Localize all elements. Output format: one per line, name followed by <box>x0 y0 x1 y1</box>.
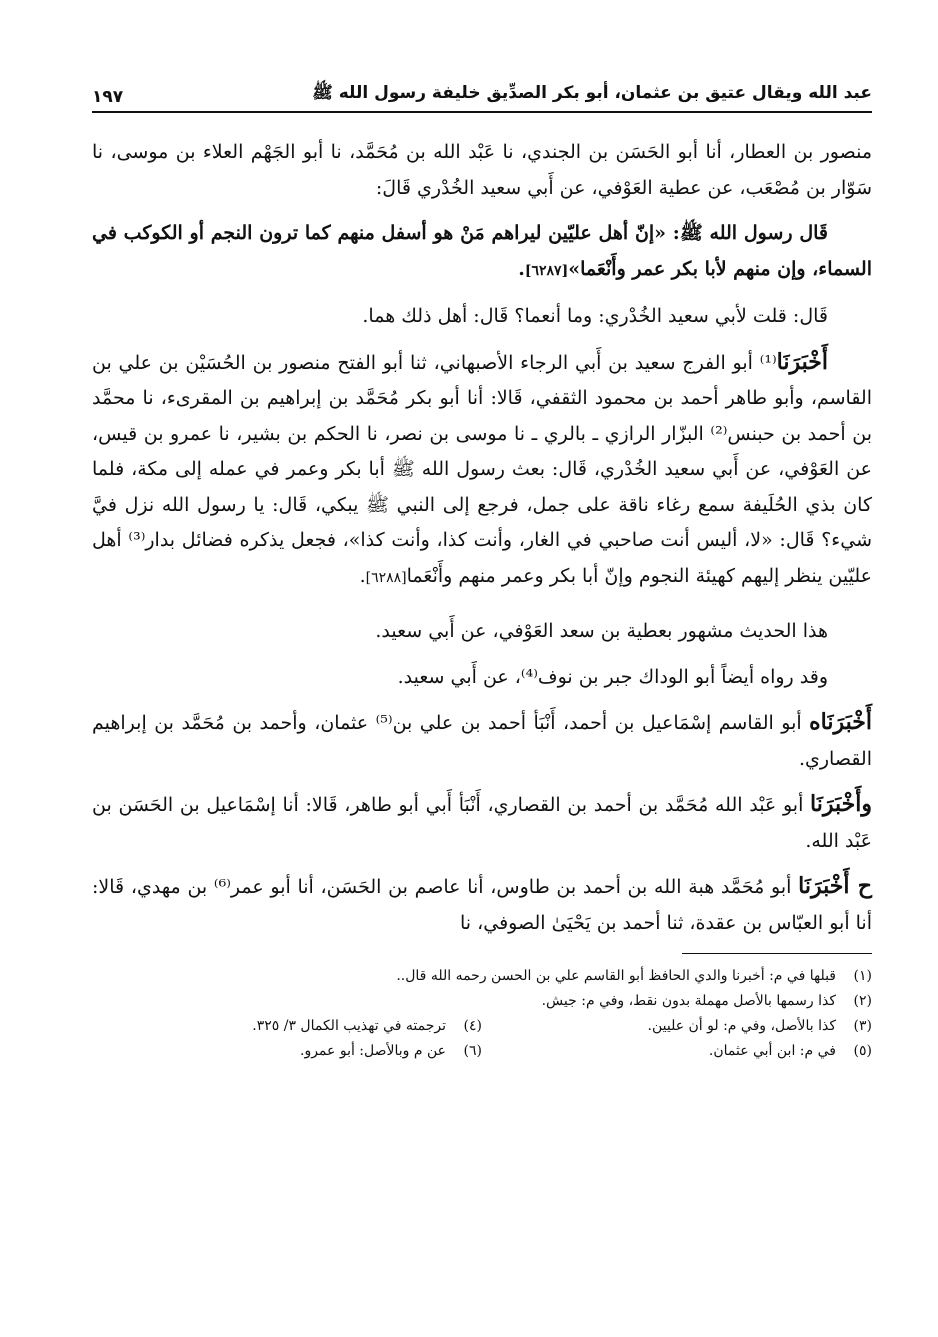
paragraph: منصور بن العطار، أنا أبو الحَسَن بن الجندي، نا عَبْد الله بن مُحَمَّد، نا أبو الجَهْم العلاء بن موسى، نا سَوّار بن مُصْعَب، عن عطية العَوْفي، عن أَبي سعيد الخُدْري قَالَ: <box>92 141 872 199</box>
running-header <box>92 82 872 111</box>
isnad-paragraph: وأَخْبَرَنَا أبو عَبْد الله مُحَمَّد بن أحمد بن القصاري، أَنْبَأ أَبي أبو طاهر، قَالا: أنا إسْمَاعيل بن الحَسَن بن عَبْد الله. <box>92 791 872 852</box>
footnote: (٦)عن م وبالأصل: أبو عمرو. <box>300 1043 482 1059</box>
footnote-separator <box>682 953 872 954</box>
main-text <box>92 135 872 941</box>
paragraph: قَال: قلت لأبي سعيد الخُدْري: وما أنعما؟ قَال: أهل ذلك هما. <box>362 305 828 327</box>
hadith-number: [٦٢٨٨] <box>365 569 407 586</box>
isnad-keyword: أَخْبَرَنَاه <box>809 709 872 735</box>
paragraph: هذا الحديث مشهور بعطية بن سعد العَوْفي، عن أَبي سعيد. <box>375 620 828 642</box>
footnote: (٣)كذا بالأصل، وفي م: لو أن عليين. <box>647 1018 872 1034</box>
isnad-paragraph: أَخْبَرَنَا⁽¹⁾ أبو الفرج سعيد بن أَبي الرجاء الأصبهاني، ثنا أبو الفتح منصور بن الحُسَيْن بن علي بن القاسم، وأبو طاهر أحمد بن محمود الثقفي، قَالا: أنا أبو بكر مُحَمَّد بن إبراهيم بن المقرىء، نا محمَّد بن أحمد بن حبنس⁽²⁾ البزّار الرازي ـ بالري ـ نا موسى بن نصر، نا الحكم بن بشير، نا عمرو بن قيس، عن العَوْفي، عن أَبي سعيد الخُدْري، قَال: بعث رسول الله ﷺ أبا بكر وعمر في عمله إلى مكة، فلما كان بذي الحُلَيفة سمع رغاء ناقة على جمل، فرجع إلى النبي ﷺ يبكي، قَال: يا رسول الله نزل فيَّ شيء؟ قَال: «لا، أليس أنت صاحبي في الغار، وأنت كذا، وأنت كذا»، فجعل يذكره فضائل بدار⁽³⁾ أهل عليّين ينظر إليهم كهيئة النجوم وإنّ أبا بكر وعمر منهم وأَنْعَما[٦٢٨٨]. <box>92 348 872 587</box>
page-number: ١٩٧ <box>92 87 124 107</box>
hadith-paragraph: قَال رسول الله ﷺ: «إنّ أهل عليّين ليراهم مَنْ هو أسفل منهم كما ترون النجم أو الكوكب في السماء، وإن منهم لأبا بكر عمر وأَنْعَما»[٦٢٨٧]. <box>92 222 872 280</box>
book-page <box>92 82 872 1064</box>
isnad-paragraph: أَخْبَرَنَاه أبو القاسم إسْمَاعيل بن أحمد، أَنْبَأ أحمد بن علي بن⁽⁵⁾ عثمان، وأحمد بن مُحَمَّد بن إبراهيم القصاري. <box>92 709 872 770</box>
footnote: (٢)كذا رسمها بالأصل مهملة بدون نقط، وفي م: جيش. <box>541 993 872 1009</box>
running-title: عبد الله ويقال عتيق بن عثمان، أبو بكر الصدِّيق خليفة رسول الله ﷺ <box>312 83 872 103</box>
isnad-paragraph: ح أَخْبَرَنَا أبو مُحَمَّد هبة الله بن أحمد بن طاوس، أنا عاصم بن الحَسَن، أنا أبو عمر⁽⁶⁾ بن مهدي، قَالا: أنا أبو العبّاس بن عقدة، ثنا أحمد بن يَحْيَىٰ الصوفي، نا <box>92 873 872 934</box>
footnotes <box>92 964 872 1064</box>
footnote: (١)قبلها في م: أخبرنا والدي الحافظ أبو القاسم علي بن الحسن رحمه الله قال.. <box>396 968 872 984</box>
paragraph: وقد رواه أيضاً أبو الوداك جبر بن نوف⁽⁴⁾، عن أَبي سعيد. <box>397 665 828 688</box>
footnote: (٤)ترجمته في تهذيب الكمال ٣/ ٣٢٥. <box>252 1018 482 1034</box>
header-rule <box>92 111 872 113</box>
footnote: (٥)في م: ابن أبي عثمان. <box>708 1043 872 1059</box>
isnad-keyword: أَخْبَرَنَا <box>776 348 828 375</box>
hadith-number: [٦٢٨٧] <box>524 262 569 279</box>
isnad-keyword: وأَخْبَرَنَا <box>810 791 872 817</box>
isnad-keyword: ح أَخْبَرَنَا <box>798 873 872 899</box>
